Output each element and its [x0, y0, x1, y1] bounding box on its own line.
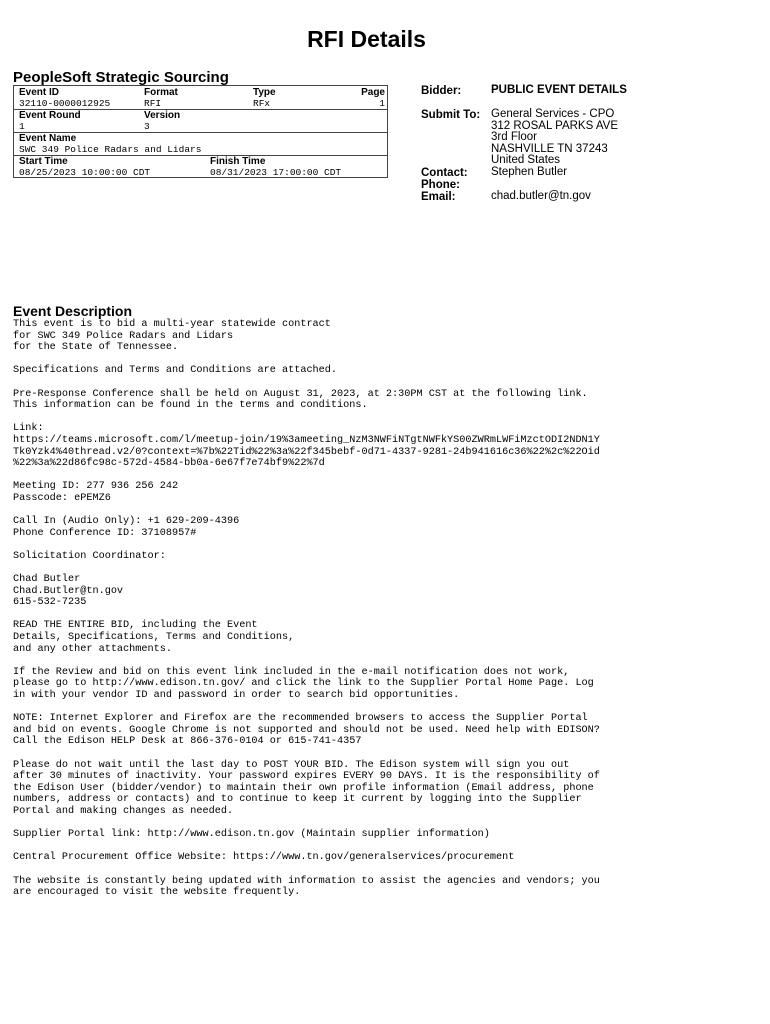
event-round-label: Event Round — [19, 110, 81, 121]
format-value: RFI — [144, 98, 162, 109]
type-value: RFx — [253, 98, 271, 109]
bidder-label: Bidder: — [421, 85, 462, 97]
submit-to-label: Submit To: — [421, 109, 481, 121]
submit-to-line: General Services - CPO — [491, 108, 615, 120]
contact-label: Contact: — [421, 167, 468, 179]
event-description-body: This event is to bid a multi-year statewide contract for SWC 349 Police Radars and Lidars for the State of Tennessee. Specifications and Terms and Conditions are attached. Pre-Response Conference shall be held on August 31, 2023, at 2:30PM CST at the following link. This information can be found in the terms and conditions. Link: https://teams.microsoft.com/l/meetup-join/19%3ameeting_NzM3NWFiNTgtNWFkYS00ZWRmLWFiMzctODI2NDN1Y Tk0Yzk4%40thread.v2/0?context=%7b%22Tid%22%3a%22f345bebf-0d71-4337-9281-24b941616c36%22%2c%22Oid %22%3a%22d86fc98c-572d-4584-bb0a-6e67f7e74bf9%22%7d Meeting ID: 277 936 256 242 Passcode: ePEMZ6 Call In (Audio Only): +1 629-209-4396 Phone Conference ID: 37108957# Solicitation Coordinator: Chad Butler Chad.Butler@tn.gov 615-532-7235 READ THE ENTIRE BID, including the Event Details, Specifications, Terms and Conditions, and any other attachments. If the Review and bid on this event link included in the e-mail notification does not work, please go to http://www.edison.tn.gov/ and click the link to the Supplier Portal Home Page. Log in with your vendor ID and password in order to search bid opportunities. NOTE: Internet Explorer and Firefox are the recommended browsers to access the Supplier Portal and bid on events. Google Chrome is not supported and should not be used. Need help with EDISON? Call the Edison HELP Desk at 866-376-0104 or 615-741-4357 Please do not wait until the last day to POST YOUR BID. The Edison system will sign you out after 30 minutes of inactivity. Your password expires EVERY 90 DAYS. It is the responsibility of the Edison User (bidder/vendor) to maintain their own profile information (Email address, phone numbers, address or contacts) and to continue to keep it current by logging into the Supplier Portal and making changes as needed. Supplier Portal link: http://www.edison.tn.gov (Maintain supplier information) Central Procurement Office Website: https://www.tn.gov/generalservices/procurement The website is constantly being updated with information to assist the agencies and vendors; you are encouraged to visit the website frequently. — [13, 319, 600, 899]
submit-to-line: 312 ROSAL PARKS AVE — [491, 119, 618, 132]
start-time-label: Start Time — [19, 156, 68, 167]
version-value: 3 — [144, 121, 150, 132]
format-label: Format — [144, 87, 178, 98]
bidder-value: PUBLIC EVENT DETAILS — [491, 84, 627, 96]
system-title: PeopleSoft Strategic Sourcing — [13, 69, 229, 86]
page-label: Page — [361, 87, 385, 98]
event-info-box — [13, 85, 388, 178]
phone-label: Phone: — [421, 179, 460, 191]
page-title: RFI Details — [307, 26, 426, 52]
divider — [14, 155, 387, 156]
event-description-heading: Event Description — [13, 303, 133, 319]
email-value: chad.butler@tn.gov — [491, 190, 591, 202]
type-label: Type — [253, 87, 276, 98]
event-name-value: SWC 349 Police Radars and Lidars — [19, 144, 202, 155]
event-round-value: 1 — [19, 121, 25, 132]
event-name-label: Event Name — [19, 133, 77, 144]
start-time-value: 08/25/2023 10:00:00 CDT — [19, 167, 151, 178]
submit-to-line: NASHVILLE TN 37243 — [491, 142, 608, 155]
page-value: 1 — [379, 98, 385, 109]
contact-value: Stephen Butler — [491, 166, 568, 178]
submit-to-line: United States — [491, 154, 561, 167]
email-label: Email: — [421, 191, 456, 203]
event-id-value: 32110-0000012925 — [19, 98, 111, 109]
event-id-label: Event ID — [19, 87, 60, 98]
finish-time-label: Finish Time — [210, 156, 266, 167]
submit-to-line: 3rd Floor — [491, 131, 538, 144]
finish-time-value: 08/31/2023 17:00:00 CDT — [210, 167, 342, 178]
version-label: Version — [144, 110, 181, 121]
